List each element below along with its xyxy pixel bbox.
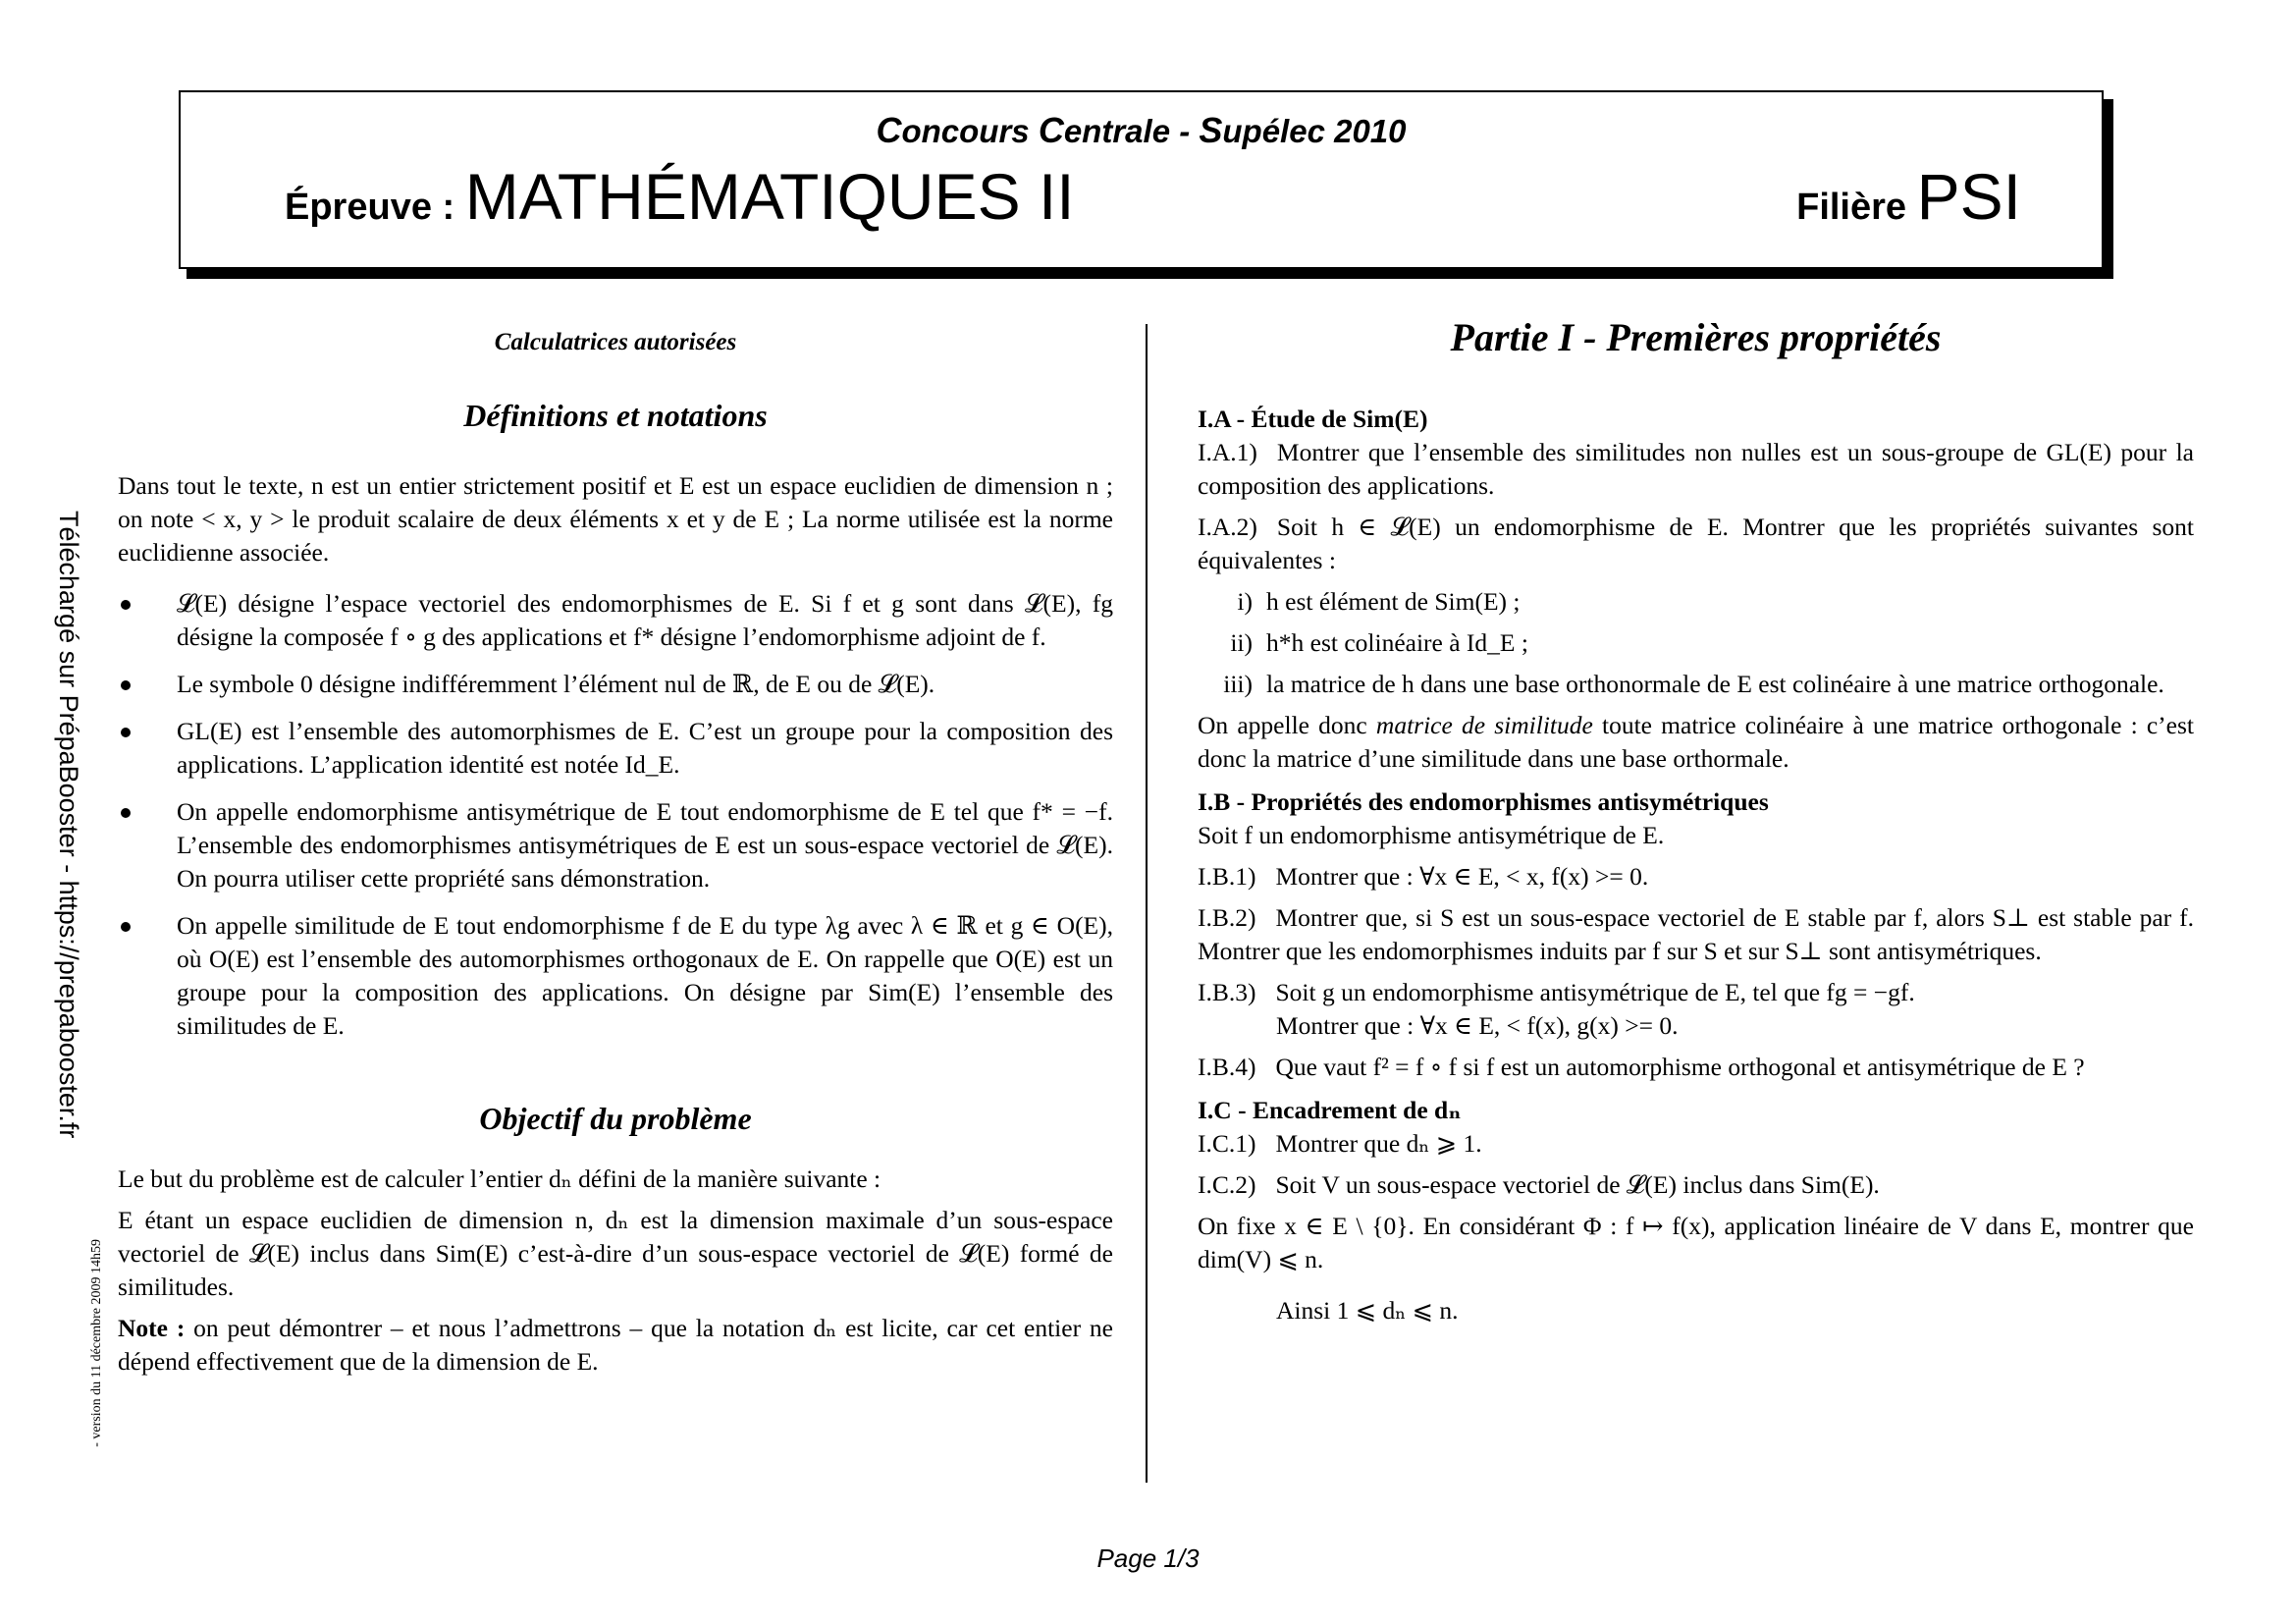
question-IB3: I.B.3) Soit g un endomorphisme antisymétrique de E, tel que fg = −gf. xyxy=(1198,978,1915,1006)
similitude-matrix-definition: On appelle donc matrice de similitude toute matrice colinéaire à une matrice orthogonale : c’est donc la matrice d’une similitude dans une base orthormale. xyxy=(1198,711,2195,773)
question-IB2: I.B.2) Montrer que, si S est un sous-espace vectoriel de E stable par f, alors S⊥ est stable par f. Montrer que les endomorphismes induits par f sur S et sur S⊥ sont antisymétriques. xyxy=(1198,903,2194,965)
right-column xyxy=(1198,314,2194,1335)
question-IA2: I.A.2) Soit h ∈ 𝓛(E) un endomorphisme de E. Montrer que les propriétés suivantes sont équivalentes : xyxy=(1198,513,2194,574)
bullet-icon xyxy=(121,808,131,818)
download-watermark: Téléchargé sur PrépaBooster - https://prepabooster.fr xyxy=(54,511,83,1139)
note-paragraph: Note : on peut démontrer – et nous l’admettrons – que la notation dₙ est licite, car cet entier ne dépend effectivement que de la dimension de E. xyxy=(118,1314,1114,1376)
list-item: ii) h*h est colinéaire à Id_E ; xyxy=(1230,628,1528,657)
section-IA-heading: I.A - Étude de Sim(E) xyxy=(1198,405,1428,433)
version-stamp: - version du 11 décembre 2009 14h59 xyxy=(89,1239,104,1447)
list-item: iii) la matrice de h dans une base orthonormale de E est colinéaire à une matrice orthogonale. xyxy=(1223,670,2164,698)
epreuve-label: Épreuve : xyxy=(285,187,465,228)
objective-paragraph-1: Le but du problème est de calculer l’entier dₙ défini de la manière suivante : xyxy=(118,1164,881,1193)
equivalences-list xyxy=(1198,585,2194,701)
definitions-list xyxy=(118,587,1113,1043)
note-label: Note : xyxy=(118,1314,186,1342)
page-number: Page 1/3 xyxy=(1096,1543,1200,1573)
question-IC2-part2: On fixe x ∈ E \ {0}. En considérant Φ : f ↦ f(x), application linéaire de V dans E, montrer que dim(V) ⩽ n. xyxy=(1198,1212,2194,1273)
bullet-icon xyxy=(121,922,131,932)
question-IC1: I.C.1) Montrer que dₙ ⩾ 1. xyxy=(1198,1129,1482,1158)
part-title: Partie I - Premières propriétés xyxy=(1450,315,1942,359)
column-divider xyxy=(1146,324,1148,1483)
list-item: 𝓛(E) désigne l’espace vectoriel des endomorphismes de E. Si f et g sont dans 𝓛(E), fg désigne la composée f ∘ g des applications et f* désigne l’endomorphisme adjoint de f. xyxy=(118,587,1113,654)
bound-conclusion: Ainsi 1 ⩽ dₙ ⩽ n. xyxy=(1276,1296,1459,1325)
list-item: On appelle endomorphisme antisymétrique de E tout endomorphisme de E tel que f* = −f. L’ensemble des endomorphismes antisymétriques de E est un sous-espace vectoriel de 𝓛(E). On pourra utiliser cette propriété sans démonstration. xyxy=(118,795,1113,895)
objective-heading: Objectif du problème xyxy=(479,1101,752,1136)
section-IB-intro: Soit f un endomorphisme antisymétrique de E. xyxy=(1198,821,1665,849)
list-item: GL(E) est l’ensemble des automorphismes de E. C’est un groupe pour la composition des applications. L’application identité est notée Id_E. xyxy=(118,715,1113,782)
header-box xyxy=(179,90,2104,269)
contest-title: Concours Centrale - Supélec 2010 xyxy=(876,110,1407,150)
calculators-note: Calculatrices autorisées xyxy=(494,329,737,355)
question-IC2: I.C.2) Soit V un sous-espace vectoriel de 𝓛(E) inclus dans Sim(E). xyxy=(1198,1170,1880,1199)
bullet-icon xyxy=(121,680,131,690)
definitions-heading: Définitions et notations xyxy=(463,398,768,433)
list-item: i) h est élément de Sim(E) ; xyxy=(1237,587,1521,616)
question-IB1: I.B.1) Montrer que : ∀x ∈ E, < x, f(x) >= 0. xyxy=(1198,862,1649,891)
track-title xyxy=(1796,159,2021,234)
exam-title xyxy=(285,159,1075,234)
question-IB3-part2: Montrer que : ∀x ∈ E, < f(x), g(x) >= 0. xyxy=(1276,1011,1679,1040)
epreuve-title: MATHÉMATIQUES II xyxy=(464,160,1075,233)
intro-paragraph: Dans tout le texte, n est un entier strictement positif et E est un espace euclidien de dimension n ; on note < x, y > le produit scalaire de deux éléments x et y de E ; La norme utilisée est la norme euclidienne associée. xyxy=(118,471,1113,567)
section-IB-heading: I.B - Propriétés des endomorphismes antisymétriques xyxy=(1198,787,1769,816)
bullet-icon xyxy=(121,600,131,610)
objective-paragraph-2: E étant un espace euclidien de dimension n, dₙ est la dimension maximale d’un sous-espace vectoriel de 𝓛(E) inclus dans Sim(E) c’est-à-dire d’un sous-espace vectoriel de 𝓛(E) formé de similitudes. xyxy=(118,1206,1113,1301)
question-IA1: I.A.1) Montrer que l’ensemble des similitudes non nulles est un sous-groupe de GL(E) pour la composition des applications. xyxy=(1198,438,2194,500)
filiere-title: PSI xyxy=(1916,160,2021,233)
list-item: On appelle similitude de E tout endomorphisme f de E du type λg avec λ ∈ ℝ et g ∈ O(E), où O(E) est l’ensemble des automorphismes orthogonaux de E. On rappelle que O(E) est un groupe pour la composition des applications. On désigne par Sim(E) l’ensemble des similitudes de E. xyxy=(118,909,1113,1043)
question-IB4: I.B.4) Que vaut f² = f ∘ f si f est un automorphisme orthogonal et antisymétrique de E ? xyxy=(1198,1053,2085,1081)
bullet-icon xyxy=(121,728,131,737)
left-column xyxy=(118,314,1113,1386)
section-IC-heading: I.C - Encadrement de dₙ xyxy=(1198,1096,1462,1124)
list-item: Le symbole 0 désigne indifféremment l’élément nul de ℝ, de E ou de 𝓛(E). xyxy=(118,668,1113,701)
filiere-label: Filière xyxy=(1796,187,1917,228)
